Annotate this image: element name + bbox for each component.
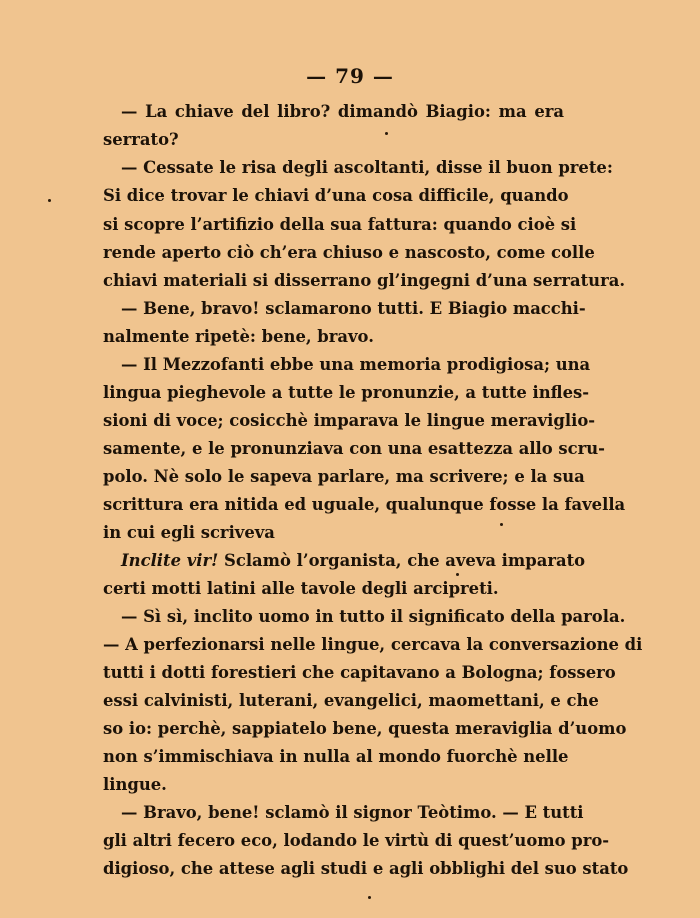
text-line: tutti i dotti forestieri che capitavano a Bologna; fossero [103,663,616,682]
text-line: rende aperto ciò ch’era chiuso e nascosto, come colle [103,243,595,262]
text-line: scrittura era nitida ed uguale, qualunque fosse la favella [103,495,626,514]
paper-speck [385,132,388,135]
text-line: — Cessate le risa degli ascoltanti, disse il buon prete: [121,158,613,177]
text-line: nalmente ripetè: bene, bravo. [103,327,374,346]
text-line [121,550,586,572]
text-line: certi motti latini alle tavole degli arcipreti. [103,579,499,598]
text-line: digioso, che attese agli studi e agli obblighi del suo stato [103,859,629,878]
text-line: Si dice trovar le chiavi d’una cosa difficile, quando [103,186,569,205]
text-line: non s’immischiava in nulla al mondo fuorchè nelle [103,747,569,766]
page-number: — 79 — [306,64,394,88]
text-line: — Il Mezzofanti ebbe una memoria prodigiosa; una [121,355,591,374]
text-line: polo. Nè solo le sapeva parlare, ma scrivere; e la sua [103,467,585,486]
text-line: samente, e le pronunziava con una esattezza allo scru- [103,439,605,458]
text-line: serrato? [103,130,179,149]
text-span: Sclamò l’organista, che aveva imparato [218,551,586,570]
text-line: si scopre l’artifizio della sua fattura: quando cioè si [103,215,577,234]
text-line: lingue. [103,775,167,794]
text-line: — Sì sì, inclito uomo in tutto il significato della parola. [121,607,626,626]
text-line: — A perfezionarsi nelle lingue, cercava la conversazione di [103,635,643,654]
text-line: so io: perchè, sappiatelo bene, questa meraviglia d’uomo [103,719,627,738]
text-line: — Bravo, bene! sclamò il signor Teòtimo. — E tutti [121,803,584,822]
text-line: essi calvinisti, luterani, evangelici, maomettani, e che [103,691,599,710]
paper-speck [500,523,503,526]
text-line: — La chiave del libro? dimandò Biagio: ma era [121,102,564,121]
text-line: sioni di voce; cosicchè imparava le lingue meraviglio- [103,411,596,430]
text-line: gli altri fecero eco, lodando le virtù di quest’uomo pro- [103,831,610,850]
text-line: lingua pieghevole a tutte le pronunzie, a tutte infles- [103,383,590,402]
text-line: in cui egli scriveva [103,523,275,542]
paper-speck [368,896,371,899]
paper-speck [48,199,51,202]
text-line: chiavi materiali si disserrano gl’ingegni d’una serratura. [103,271,626,290]
paper-speck [456,573,459,576]
latin-exclamation: Inclite vir! [121,551,219,570]
text-line: — Bene, bravo! sclamarono tutti. E Biagio macchi- [121,299,586,318]
